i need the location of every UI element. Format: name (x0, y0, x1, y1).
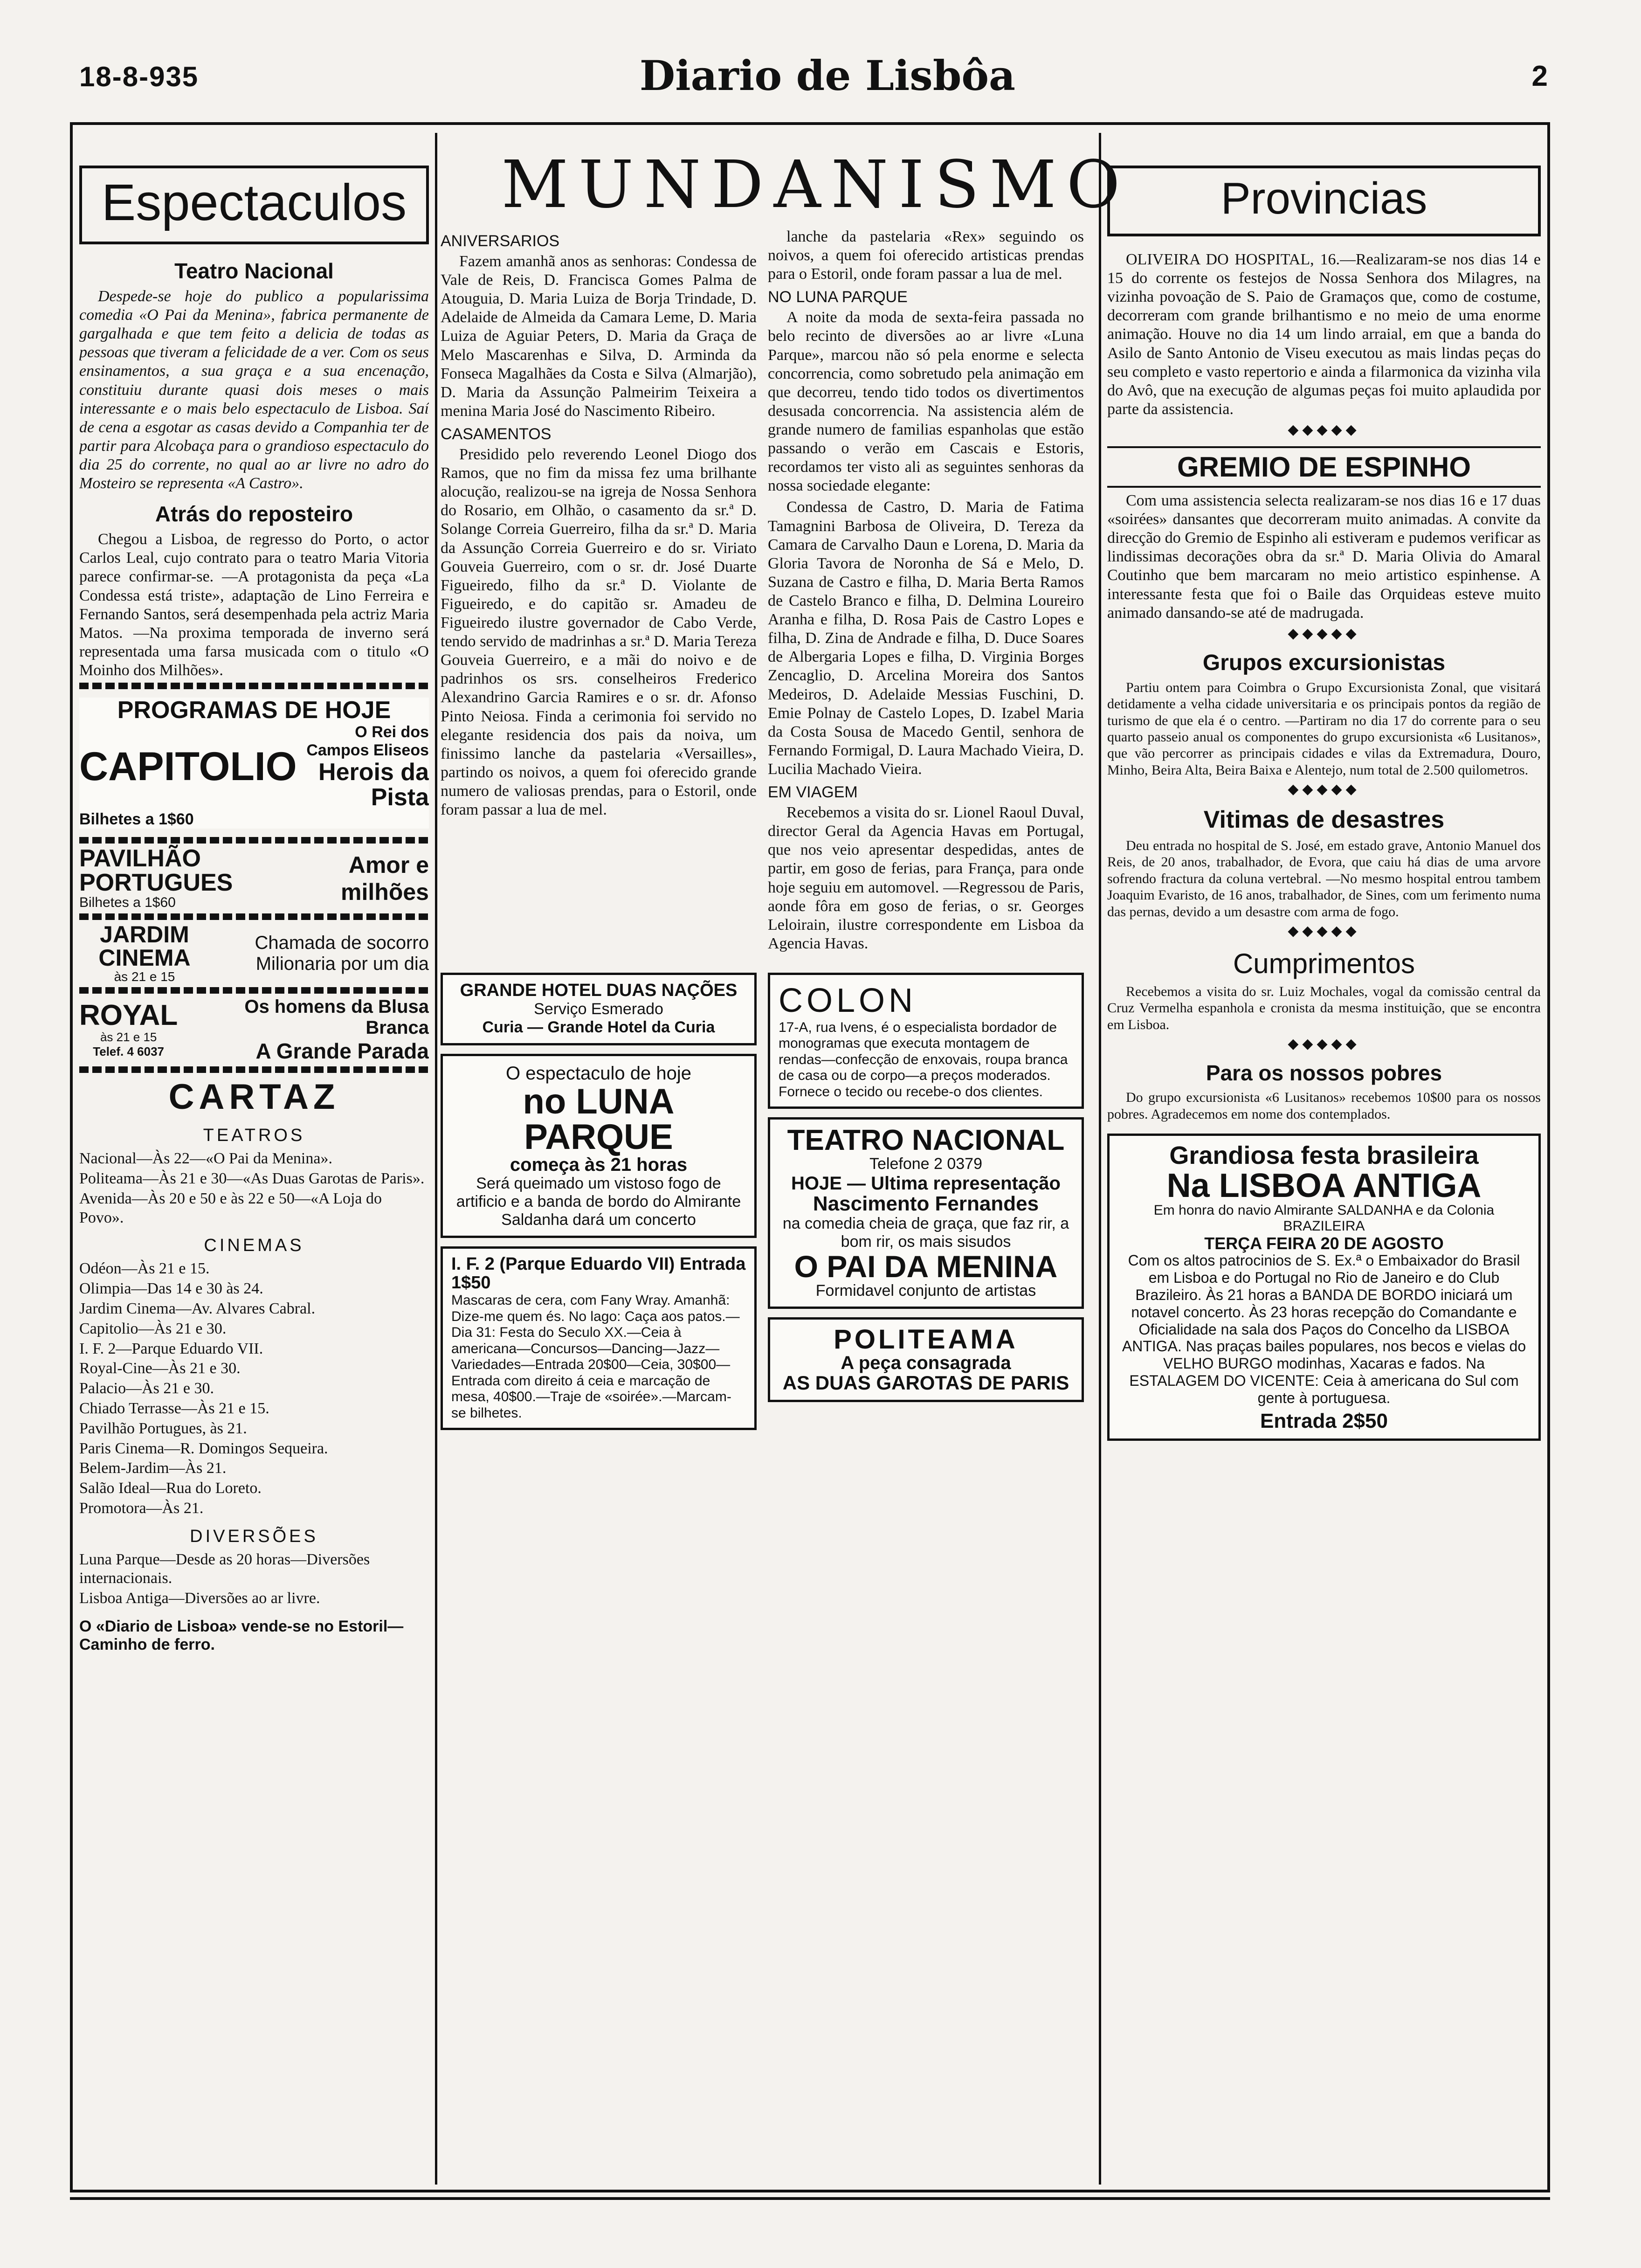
programas-title: PROGRAMAS DE HOJE (117, 697, 391, 724)
article-casamentos: Presidido pelo reverendo Leonel Diogo dos Ramos, que no fim da missa fez uma brilhante alocução, realizou-se na igreja de Nossa Senhora do Rosario, em Olhão, o casamento da sr.ª D. Solange Correia Guerreiro, filha da sr.ª D. Maria da Assunção Correia Guerreiro e do sr. Viriato Gouveia Guerreiro, com o sr. dr. José Duarte Figueiredo, filho da sr.ª D. Violante de Figueiredo, e do capitão sr. Amadeu de Figueiredo ilustre governador de Cabo Verde, tendo servido de madrinhas a sr.ª D. Maria Tereza Gouveia Guerreiro, e a mãi do noivo e de padrinhos os srs. conselheiros Frederico Alexandrino Garcia Ramires e o sr. dr. Afonso Pinto Neiosa. Finda a cerimonia foi servido no elegante residencia dos pais da noiva, um finissimo lanche da pastelaria «Versailles», partindo os noivos, a quem foi oferecido grande numero de valiosas prendas, para o Estoril, onde foram passar a lua de mel. (441, 445, 757, 819)
list-item: Avenida—Às 20 e 50 e às 22 e 50—«A Loja do Povo». (79, 1189, 382, 1226)
capitolio-film2: Herois da Pista (318, 758, 429, 811)
divider-ornament: ◆◆◆◆◆ (1288, 781, 1360, 797)
ad-luna-parque (441, 1054, 757, 1238)
tn-title: TEATRO NACIONAL (787, 1124, 1065, 1157)
colon-name: COLON (779, 982, 917, 1019)
royal-hours: às 21 e 15 (100, 1030, 157, 1044)
list-item: Jardim Cinema—Av. Alvares Cabral. (79, 1300, 316, 1317)
divider-ornament: ◆◆◆◆◆ (1288, 625, 1360, 641)
pol-title: POLITEAMA (834, 1324, 1018, 1355)
divider-ornament: ◆◆◆◆◆ (1288, 1036, 1360, 1052)
luna-ad-text: Será queimado um vistoso fogo de artificio e a banda de bordo do Almirante Saldanha dará um concerto (456, 1175, 741, 1229)
divider-bar (79, 837, 429, 844)
tn-desc: na comedia cheia de graça, que faz rir, a bom rir, os mais sisudos (782, 1214, 1069, 1251)
royal-name: ROYAL (79, 999, 178, 1032)
divider-bar (79, 987, 429, 994)
capitolio-film: O Rei dos Campos Eliseos (306, 723, 429, 759)
bottom-rule (70, 2197, 1550, 2200)
festa-sub: Em honra do navio Almirante SALDANHA e da Colonia BRAZILEIRA (1153, 1202, 1495, 1234)
heading-grupos-excursionistas: Grupos excursionistas (1202, 650, 1446, 675)
pavilhao-name: PAVILHÃO PORTUGUES (79, 845, 233, 897)
article-cumprimentos: Recebemos a visita do sr. Luiz Mochales, vogal da comissão central da Cruz Vermelha espanhola e cronista da mesma instituição, que se encontra em Lisboa. (1107, 984, 1541, 1032)
list-item: Politeama—Às 21 e 30—«As Duas Garotas de Paris». (79, 1169, 425, 1187)
heading-nossos-pobres: Para os nossos pobres (1206, 1061, 1442, 1086)
heading-luna-parque: NO LUNA PARQUE (768, 288, 908, 306)
heading-gremio-espinho: GREMIO DE ESPINHO (1107, 446, 1541, 488)
article-luna-parque: A noite da moda de sexta-feira passada no belo recinto de diversões ao ar livre «Luna Parque», marcou não só pela enorme e selecta concorrencia, como sobretudo pela animação em que decorreu, tendo tido todos os divertimentos desusada concorrencia. Na assistencia além de grande numero de familias espanholas que estão passando o verão em Cascais e Estoris, recordamos ter visto ali as seguintes senhoras da nossa sociedade elegante: (768, 309, 1084, 495)
section-header-provincias: Provincias (1107, 166, 1541, 236)
divider-bar (79, 683, 429, 689)
colon-text: 17-A, rua Ivens, é o especialista bordador de monogramas que executa montagem de rendas—confecção de enxovais, roupa branca de casa ou de corpo—a preços moderados. Fornece o tecido ou recebe-o dos clientes. (779, 1019, 1068, 1099)
heading-casamentos: CASAMENTOS (441, 425, 552, 443)
list-item: Salão Ideal—Rua do Loreto. (79, 1480, 262, 1497)
cinemas-list (79, 1259, 429, 1518)
masthead-date: 18-8-935 (79, 61, 199, 92)
if2-title: I. F. 2 (Parque Eduardo VII) Entrada 1$50 (451, 1254, 746, 1293)
list-item: Belem-Jardim—Às 21. (79, 1459, 227, 1477)
royal-film: Os homens da Blusa Branca (244, 996, 429, 1038)
list-item: Chiado Terrasse—Às 21 e 15. (79, 1399, 269, 1417)
section-header-mundanismo: MUNDANISMO (501, 147, 1131, 223)
column-espectaculos (79, 133, 429, 2189)
list-item: Paris Cinema—R. Domingos Sequeira. (79, 1439, 328, 1457)
article-em-viagem: Recebemos a visita do sr. Lionel Raoul Duval, director Geral da Agencia Havas em Portugal, que nos veio apresentar despedidas, antes de partir, em goso de ferias, para França, para onde hoje seguiu em automovel. —Regressou de Paris, aonde fôra em goso de ferias, o sr. Georges Leloirain, ilustre correspondente em Lisboa da Agencia Havas. (768, 804, 1084, 952)
jardim-hours: às 21 e 15 (114, 969, 175, 984)
ad-festa-brasileira (1107, 1134, 1541, 1441)
tn-cast: Formidavel conjunto de artistas (815, 1281, 1036, 1300)
teatros-heading: TEATROS (203, 1126, 305, 1146)
page-number: 2 (1531, 60, 1548, 92)
list-item: I. F. 2—Parque Eduardo VII. (79, 1340, 263, 1357)
heading-cumprimentos: Cumprimentos (1233, 948, 1415, 980)
article-lanche: lanche da pastelaria «Rex» seguindo os noivos, a quem foi oferecido artisticas prendas para o Estoril, onde foram passar a lua de mel. (768, 228, 1084, 283)
divider-ornament: ◆◆◆◆◆ (1288, 923, 1360, 939)
jardim-name: JARDIM CINEMA (98, 921, 191, 971)
list-item: Pavilhão Portugues, às 21. (79, 1419, 247, 1437)
tn-hoje: HOJE — Ultima representação (791, 1173, 1061, 1194)
ad-colon (768, 973, 1084, 1109)
heading-vitimas-desastres: Vitimas de desastres (1203, 806, 1445, 834)
list-item: Lisboa Antiga—Diversões ao ar livre. (79, 1590, 320, 1607)
article-atras-reposteiro: Chegou a Lisboa, de regresso do Porto, o actor Carlos Leal, cujo contrato para o teatro Maria Vitoria parece confirmar-se. —A protagonista da peça «La Condessa está triste», adaptação de Lino Ferreira e Fernando Santos, será desempenhada pela actriz Maria Matos. —Na proxima temporada de inverno será representada uma farsa musicada com o titulo «O Moinho dos Milhões». (79, 531, 429, 679)
heading-teatro-nacional: Teatro Nacional (174, 259, 334, 283)
article-nossos-pobres: Do grupo excursionista «6 Lusitanos» recebemos 10$00 para os nossos pobres. Agradecemos em nome dos contemplados. (1107, 1090, 1541, 1122)
article-teatro-nacional: Despede-se hoje do publico a popularissima comedia «O Pai da Menina», fabrica permanente de gargalhada e que tem feito a delicia de todas as pessoas que tiveram a felicidade de a ver. Com os seus ensinamentos, a sua graça e a sua encenação, constituiu durante quasi dois meses o mais interessante e o mais belo espectaculo de Lisboa. Saí de cena a esgotar as casas devido a Companhia ter de partir para Alcobaça para o grandioso espectaculo do dia 25 do corrente, no qual ao ar livre no adro do Mosteiro se representa «A Castro». (79, 288, 429, 492)
hotel-sub2: Curia — Grande Hotel da Curia (482, 1018, 715, 1036)
ad-programas (79, 698, 429, 829)
column-mundanismo (441, 133, 1191, 2189)
list-item: Olimpia—Das 14 e 30 às 24. (79, 1280, 263, 1298)
royal-film2: A Grande Parada (255, 1039, 429, 1064)
cartaz-title: CARTAZ (168, 1077, 340, 1117)
article-vitimas-desastres: Deu entrada no hospital de S. José, em estado grave, Antonio Manuel dos Reis, de 20 anos, trabalhador, de Evora, que caiu há dias de uma arvore sofrendo fractura da coluna vertebral. —No mesmo hospital entrou tambem Joaquim Evaristo, de 16 anos, trabalhador, de Sines, com um ferimento numa das pernas, devido a um desastre com arma de fogo. (1107, 838, 1541, 920)
footer-note: O «Diario de Lisboa» vende-se no Estoril—Caminho de ferro. (79, 1618, 404, 1654)
list-item: Nacional—Às 22—«O Pai da Menina». (79, 1150, 332, 1168)
divider-bar (79, 913, 429, 920)
divider-ornament: ◆◆◆◆◆ (1288, 422, 1360, 437)
list-item: Promotora—Às 21. (79, 1499, 204, 1517)
ad-if2 (441, 1246, 757, 1430)
jardim-film2: Milionaria por um dia (255, 954, 429, 975)
pol-play: AS DUAS GAROTAS DE PARIS (782, 1372, 1069, 1394)
ad-politeama (768, 1317, 1084, 1402)
festa-name: Na LISBOA ANTIGA (1166, 1167, 1482, 1204)
heading-aniversarios: ANIVERSARIOS (441, 232, 560, 250)
luna-ad-time: começa às 21 horas (510, 1155, 688, 1175)
article-aniversarios: Fazem amanhã anos as senhoras: Condessa de Vale de Reis, D. Francisca Gomes Palma de Atouguia, D. Maria Luiza de Borja Trindade, D. Adelaide de Almeida da Camara Leme, D. Maria Luiza de Aguiar Peters, D. Maria da Graça de Melo Mascarenhas e Silva, D. Arminda da Fonseca Magalhães da Costa e Silva (Almarjão), D. Maria da Assunção Palmeirim Teixeira a menina Maria José do Nascimento Ribeiro. (441, 253, 757, 420)
hotel-title: GRANDE HOTEL DUAS NAÇÕES (460, 980, 738, 1000)
capitolio-name: CAPITOLIO (79, 744, 297, 789)
capitolio-price: Bilhetes a 1$60 (79, 810, 194, 829)
list-item: Royal-Cine—Às 21 e 30. (79, 1360, 241, 1377)
festa-price: Entrada 2$50 (1260, 1409, 1388, 1432)
divider-bar (79, 1066, 429, 1073)
list-item: Luna Parque—Desde as 20 horas—Diversões internacionais. (79, 1550, 370, 1587)
festa-title: Grandiosa festa brasileira (1169, 1141, 1479, 1169)
tn-tel: Telefone 2 0379 (869, 1155, 982, 1173)
tn-play: O PAI DA MENINA (794, 1249, 1058, 1284)
column-rule (435, 133, 437, 2185)
tn-actor: Nascimento Fernandes (813, 1192, 1039, 1215)
masthead-title: Diario de Lisbôa (639, 51, 1016, 100)
if2-text: Mascaras de cera, com Fany Wray. Amanhã: Dize-me quem és. No lago: Caça aos patos.—Dia 31: Festa do Seculo XX.—Ceia à americana—Concursos—Dancing—Jazz—Variedades—Entrada 20$00—Ceia, 30$00—Entrada com direito á ceia e marcação de mesa, 40$00.—Traje de «soirée».—Marcam-se bilhetes. (451, 1293, 740, 1421)
article-luna-list: Condessa de Castro, D. Maria de Fatima Tamagnini Barbosa de Oliveira, D. Tereza da Camara de Carvalho Daun e Lorena, D. Maria da Gloria Tavora de Noronha de Sá e Melo, D. Suzana de Castro e filha, D. Maria Berta Ramos de Castelo Branco e filha, D. Delmina Loureiro Aranha e filha, D. Rosa Pais de Castro Lopes e filha, D. Zina de Andrade e filha, D. Duce Soares de Albergaria Lopes e filha, D. Virginia Borges Zencaglio, D. Arcelina Moreira dos Santos Medeiros, D. Adelaide Messias Fuschini, D. Emie Polnay de Castelo Lopes, D. Izabel Maria da Costa Sousa de Macedo Gentil, senhora de Fernando Formigal, D. Laura Machado Vieira, D. Lucilia Machado Vieira. (768, 498, 1084, 778)
royal-tel: Telef. 4 6037 (93, 1044, 165, 1059)
cinemas-heading: CINEMAS (204, 1236, 304, 1256)
diversoes-list (79, 1550, 429, 1608)
article-grupos-excursionistas: Partiu ontem para Coimbra o Grupo Excursionista Zonal, que visitará detidamente a velha cidade universitaria e os principais pontos da região de turismo de que ela é o centro. —Partiram no dia 17 do corrente para o seu quarto passeio anual os componentes do grupo excursionista «6 Lusitanos», que vão percorrer as principais cidades e vilas da Extremadura, Douro, Minho, Beira Alta, Beira Baixa e Alentejo, num total de 2.500 quilometros. (1107, 679, 1541, 778)
festa-text: Com os altos patrocinios de S. Ex.ª o Embaixador do Brasil em Lisboa e do Portugal no Rio de Janeiro e do Club Brazileiro. Às 21 horas a BANDA DE BORDO iniciará um notavel concerto. Às 23 horas recepção do Comandante e Oficialidade na sala dos Paços do Concelho da LISBOA ANTIGA. Nas praças bailes populares, nos becos e vielas do VELHO BURGO modinhas, Xacaras e fados. Na ESTALAGEM DO VICENTE: Ceia à americana do Sul com gente à portuguesa. (1122, 1252, 1526, 1406)
section-header-espectaculos: Espectaculos (79, 166, 429, 244)
hotel-sub: Serviço Esmerado (534, 1000, 663, 1018)
luna-ad-name: no LUNA PARQUE (523, 1082, 675, 1157)
pol-sub: A peça consagrada (841, 1353, 1011, 1373)
article-oliveira: OLIVEIRA DO HOSPITAL, 16.—Realizaram-se nos dias 14 e 15 do corrente os festejos de Nossa Senhora dos Milagres, na vizinha povoação de S. Paio de Gramaços que, como de costume, decorreram com grande brilhantismo e no meio de uma enorme animação. Houve no dia 14 um lindo arraial, em que a banda do Asilo de Santo Antonio de Viseu executou as mais lindas peças do seu completo e vasto repertorio e ainda a filarmonica da vizinha vila do Avô, que na execução de algumas peças foi muito aplaudida por parte da assistencia. (1107, 251, 1541, 418)
pavilhao-film: Amor e milhões (341, 852, 429, 906)
diversoes-heading: DIVERSÕES (190, 1526, 318, 1546)
teatros-list (79, 1149, 429, 1227)
column-provincias (1107, 133, 1541, 2189)
heading-em-viagem: EM VIAGEM (768, 783, 858, 802)
ad-teatro-nacional (768, 1117, 1084, 1309)
list-item: Capitolio—Às 21 e 30. (79, 1320, 227, 1337)
list-item: Odéon—Às 21 e 15. (79, 1260, 210, 1278)
luna-ad-top: O espectaculo de hoje (505, 1063, 692, 1084)
festa-date: TERÇA FEIRA 20 DE AGOSTO (1204, 1233, 1444, 1253)
list-item: Palacio—Às 21 e 30. (79, 1380, 214, 1397)
article-gremio-espinho: Com uma assistencia selecta realizaram-se nos dias 16 e 17 duas «soirées» dansantes que decorreram muito animadas. A convite da direcção do Gremio de Espinho ali estiveram e pudemos verificar as lindissimas decorações obra da sr.ª D. Maria Olivia do Amaral Coutinho que bem marcaram no meio artistico espinhense. A interessante festa que foi o Baile das Orquideas esteve muito animado dansando-se até de madrugada. (1107, 491, 1541, 622)
jardim-film: Chamada de socorro (255, 933, 429, 954)
heading-atras-reposteiro: Atrás do reposteiro (155, 502, 353, 526)
pavilhao-price: Bilhetes a 1$60 (79, 895, 176, 911)
ad-hotel-duas-nacoes (441, 973, 757, 1045)
